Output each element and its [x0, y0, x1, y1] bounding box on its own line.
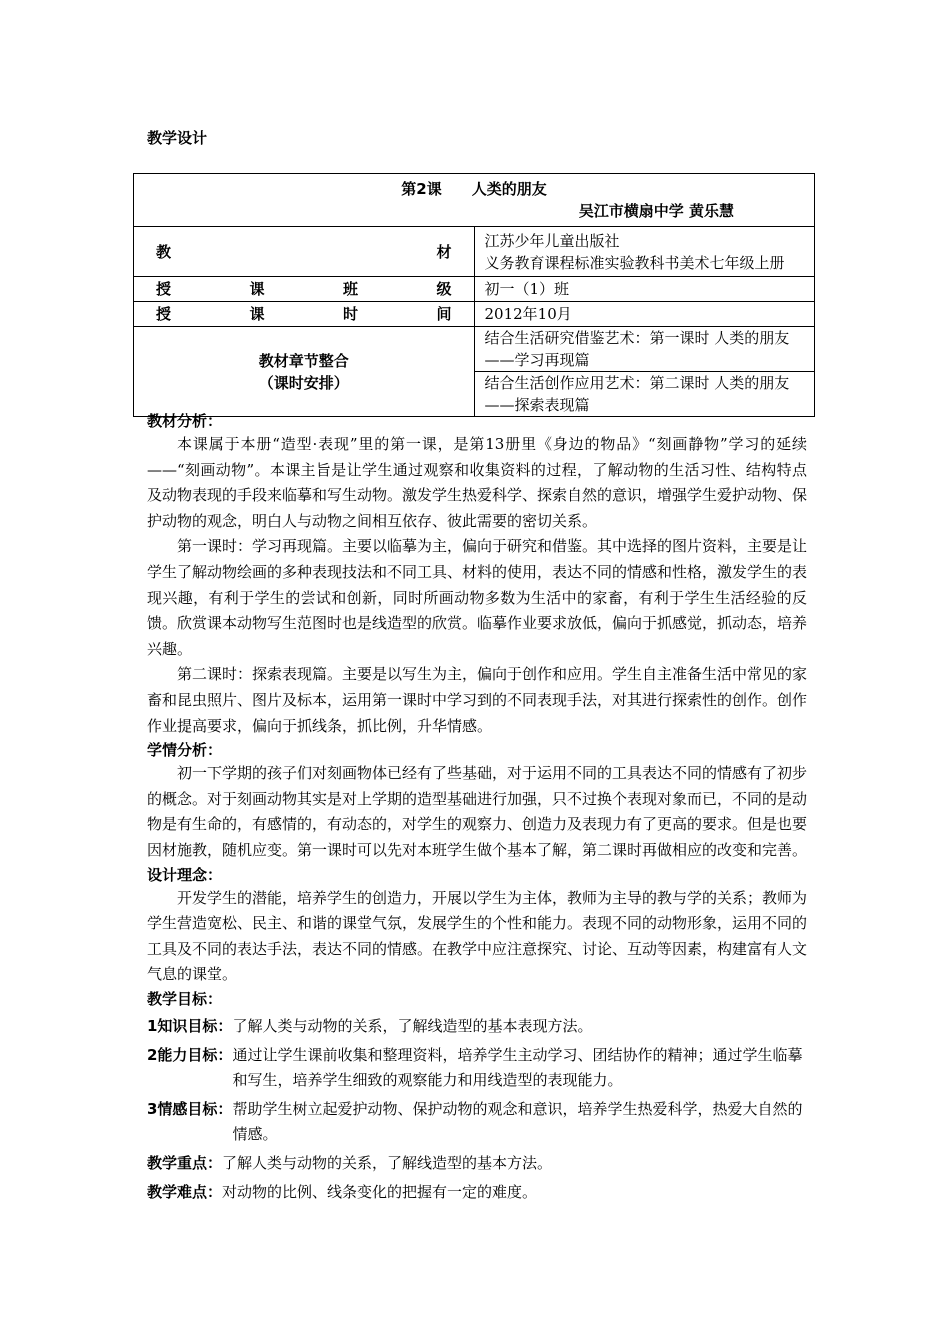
time-label: 授 课 时 间 — [134, 302, 475, 327]
goal-emotion-label: 3情感目标： — [147, 1099, 233, 1118]
textbook-value — [474, 227, 815, 277]
difficulty-point — [147, 1180, 807, 1205]
lesson-author: 吴江市横扇中学 黄乐慧 — [578, 202, 734, 220]
goals-heading: 教学目标： — [147, 989, 223, 1008]
analysis-paragraph-3: 第二课时：探索表现篇。主要是以写生为主，偏向于创作和应用。学生自主准备生活中常见的家畜和昆虫照片、图片及标本，运用第一课时中学习到的不同表现手法，对其进行探索性的创作。创作作业提高要求，偏向于抓线条，抓比例，升华情感。 — [147, 665, 808, 735]
lesson-title — [144, 178, 804, 200]
textbook-publisher: 江苏少年儿童出版社 — [484, 231, 620, 250]
class-value: 初一（1）班 — [474, 277, 815, 302]
goal-ability-text: 通过让学生课前收集和整理资料，培养学生主动学习、团结协作的精神；通过学生临摹和写生，培养学生细致的观察能力和用线造型的表现能力。 — [232, 1045, 803, 1089]
chapter-row-2: 结合生活创作应用艺术：第二课时 人类的朋友——探索表现篇 — [474, 372, 815, 417]
concept-paragraph: 开发学生的潜能，培养学生的创造力，开展以学生为主体，教师为主导的教与学的关系；教师为学生营造宽松、民主、和谐的课堂气氛，发展学生的个性和能力。表现不同的动物形象，运用不同的工具及不同的表达手法，表达不同的情感。在教学中应注意探究、讨论、互动等因素，构建富有人文气息的课堂。 — [147, 888, 808, 984]
goal-emotion-text: 帮助学生树立起爱护动物、保护动物的观念和意识，培养学生热爱科学，热爱大自然的情感。 — [232, 1099, 803, 1143]
lesson-info-table — [133, 173, 815, 417]
chapter-label: 教材章节整合 （课时安排） — [134, 327, 475, 417]
goal-knowledge-label: 1知识目标： — [147, 1016, 233, 1035]
goal-ability-label: 2能力目标： — [147, 1045, 233, 1064]
page-title: 教学设计 — [147, 129, 208, 147]
time-value: 2012年10月 — [474, 302, 815, 327]
student-paragraph: 初一下学期的孩子们对刻画物体已经有了些基础，对于运用不同的工具表达不同的情感有了初步的概念。对于刻画动物其实是对上学期的造型基础进行加强，只不过换个表现对象而已，不同的是动物是有生命的，有感情的，有动态的，对学生的观察力、创造力及表现力有了更高的要求。但是也要因材施教，随机应变。第一课时可以先对本班学生做个基本了解，第二课时再做相应的改变和完善。 — [147, 764, 808, 859]
key-point-label: 教学重点： — [147, 1153, 223, 1172]
lesson-title-cell — [134, 174, 815, 227]
goal-ability — [147, 1043, 807, 1093]
document-body — [147, 410, 807, 1205]
textbook-name: 义务教育课程标准实验教科书美术七年级上册 — [484, 253, 785, 272]
difficulty-label: 教学难点： — [147, 1182, 223, 1201]
goal-knowledge — [147, 1014, 807, 1039]
analysis-heading: 教材分析： — [147, 412, 223, 430]
goal-knowledge-text: 了解人类与动物的关系，了解线造型的基本表现方法。 — [232, 1016, 593, 1035]
student-heading: 学情分析： — [147, 741, 223, 760]
chapter-row-1: 结合生活研究借鉴艺术：第一课时 人类的朋友——学习再现篇 — [474, 327, 815, 372]
lesson-name: 人类的朋友 — [471, 180, 547, 198]
goal-emotion — [147, 1097, 807, 1147]
textbook-label: 教 材 — [134, 227, 475, 277]
analysis-paragraph-2: 第一课时：学习再现篇。主要以临摹为主，偏向于研究和借鉴。其中选择的图片资料，主要是让学生了解动物绘画的多种表现技法和不同工具、材料的使用，表达不同的情感和性格，激发学生的表现兴趣，有利于学生的尝试和创新，同时所画动物多数为生活中的家畜，有利于学生生活经验的反馈。欣赏课本动物写生范图时也是线造型的欣赏。临摹作业要求放低，偏向于抓感觉，抓动态，培养兴趣。 — [147, 537, 808, 658]
lesson-number: 第2课 — [401, 180, 442, 198]
analysis-paragraph-1: 本课属于本册“造型·表现”里的第一课，是第13册里《身边的物品》“刻画静物”学习的延续——“刻画动物”。本课主旨是让学生通过观察和收集资料的过程，了解动物的生活习性、结构特点及动物表现的手段来临摹和写生动物。激发学生热爱科学、探索自然的意识，增强学生爱护动物、保护动物的观念，明白人与动物之间相互依存、彼此需要的密切关系。 — [147, 435, 808, 530]
key-point — [147, 1151, 807, 1176]
difficulty-text: 对动物的比例、线条变化的把握有一定的难度。 — [222, 1182, 538, 1201]
class-label: 授 课 班 级 — [134, 277, 475, 302]
key-point-text: 了解人类与动物的关系，了解线造型的基本方法。 — [222, 1153, 553, 1172]
concept-heading: 设计理念： — [147, 865, 223, 884]
